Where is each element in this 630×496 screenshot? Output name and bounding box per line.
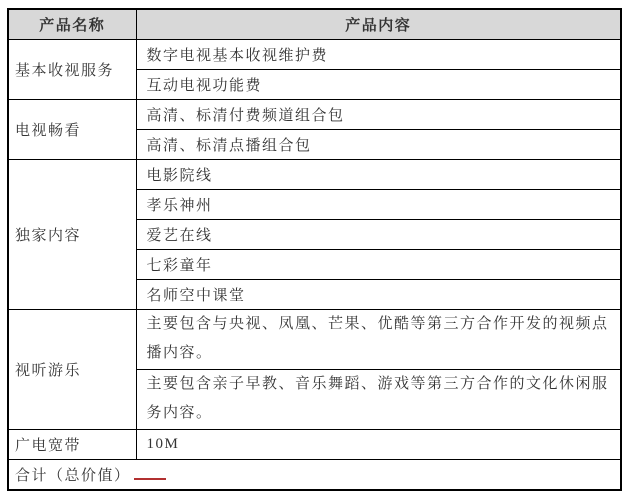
product-item-cell: 主要包含亲子早教、音乐舞蹈、游戏等第三方合作的文化休闲服务内容。 [136,369,621,429]
total-row [8,459,621,490]
table-row [8,429,621,459]
group-name-broadband: 广电宽带 [8,429,136,459]
product-item-cell: 名师空中课堂 [136,279,621,309]
product-item-cell: 10M [136,429,621,459]
product-item-cell: 互动电视功能费 [136,69,621,99]
product-item-cell: 数字电视基本收视维护费 [136,39,621,69]
table-row [8,99,621,129]
total-cell [8,459,621,490]
header-product-name: 产品名称 [8,9,136,39]
table-row [8,159,621,189]
total-value-blank [134,467,166,480]
product-item-cell: 七彩童年 [136,249,621,279]
group-name-tv-watching: 电视畅看 [8,99,136,159]
table-row [8,39,621,69]
table-header-row [8,9,621,39]
product-item-cell: 爱艺在线 [136,219,621,249]
table-row [8,309,621,369]
product-item-cell: 主要包含与央视、凤凰、芒果、优酷等第三方合作开发的视频点播内容。 [136,309,621,369]
total-label: 合计（总价值） [15,467,131,484]
product-item-cell: 高清、标清点播组合包 [136,129,621,159]
group-name-av-entertainment: 视听游乐 [8,309,136,429]
product-item-cell: 高清、标清付费频道组合包 [136,99,621,129]
product-item-cell: 孝乐神州 [136,189,621,219]
group-name-basic-viewing: 基本收视服务 [8,39,136,99]
header-product-content: 产品内容 [136,9,621,39]
product-table [7,8,622,491]
group-name-exclusive-content: 独家内容 [8,159,136,309]
product-item-cell: 电影院线 [136,159,621,189]
